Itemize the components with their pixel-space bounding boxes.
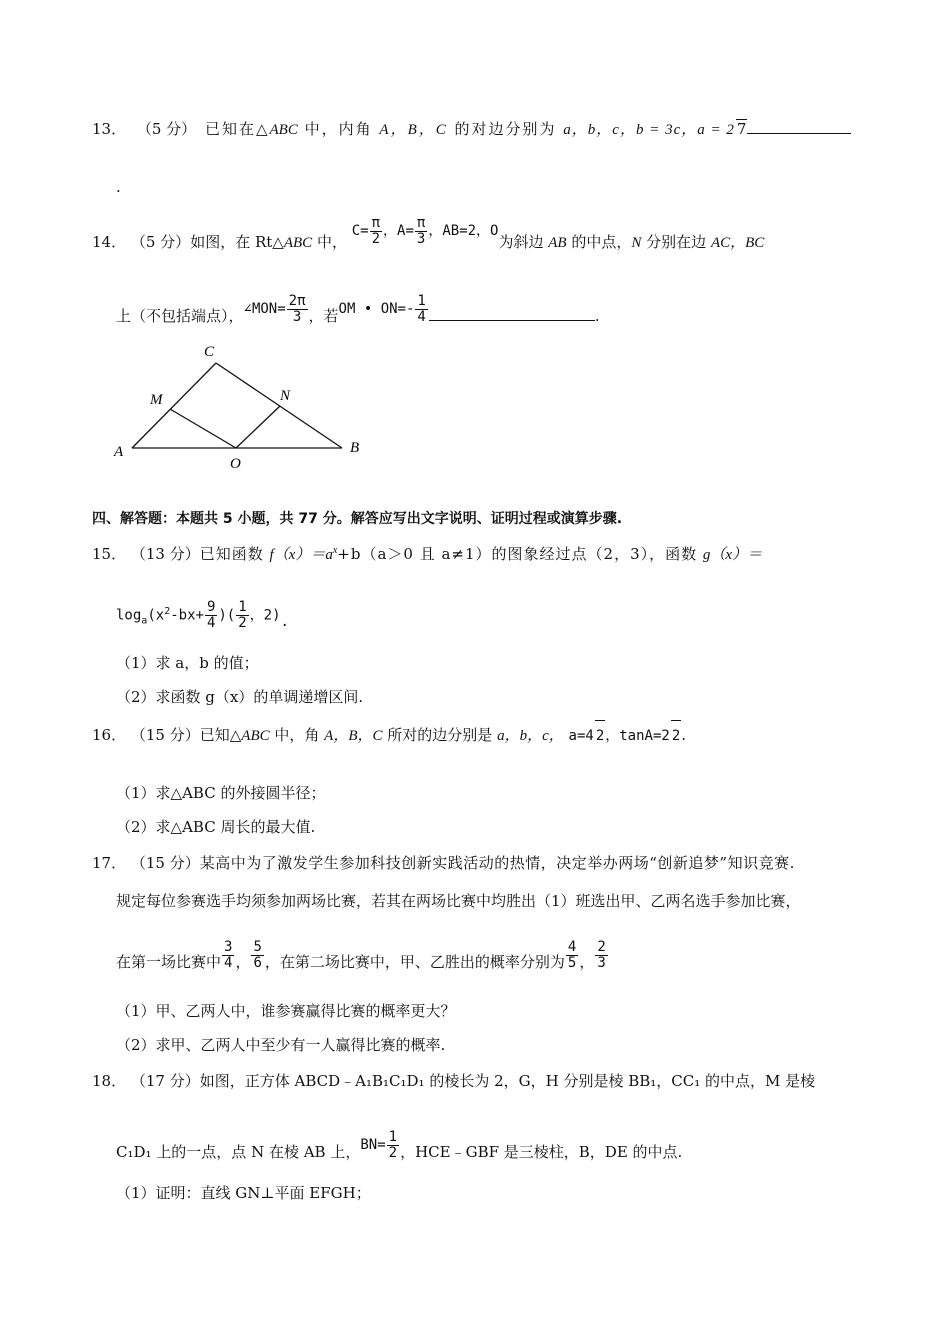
- q13-vars: A，B，C: [379, 122, 448, 138]
- q15-interval-close: ，2): [249, 607, 281, 624]
- q14-dot-label: OM • ON=-: [338, 301, 415, 317]
- q14-abc: ABC: [283, 235, 313, 251]
- q15-formula: [116, 592, 289, 641]
- q14-figure: [100, 338, 380, 478]
- q16-vars: A，B，C: [324, 728, 383, 744]
- q17-line1-text: 某高中为了激发学生参加科技创新实践活动的热情，决定举办两场“创新追梦”知识竞赛.: [199, 854, 795, 872]
- q14-c-frac: $\frac{\pi}{2}$: [371, 214, 381, 247]
- q16-line1: [92, 720, 686, 751]
- q15-log-rest: -bx+: [170, 607, 204, 624]
- q15-x-sup: x: [332, 545, 338, 556]
- q15-sq: 2: [164, 606, 171, 617]
- figure-label-b: B: [350, 440, 360, 456]
- q17-line3-b: ，在第二场比赛中，甲、乙胜出的概率分别为: [264, 953, 565, 971]
- q17-score: （15 分）: [130, 854, 200, 872]
- q16-text-b: 中，角: [269, 726, 325, 744]
- q16-text-a: 已知△: [199, 726, 242, 744]
- q15-end: .: [280, 613, 289, 630]
- q13-score: （5 分）: [136, 120, 197, 138]
- q13-end: .: [116, 178, 121, 196]
- q16-tan-sqrt: 2: [671, 720, 681, 751]
- q14-ab: AB: [548, 235, 567, 251]
- q13-answer-blank[interactable]: [747, 133, 851, 134]
- q16-text-c: 所对的边分别是: [382, 726, 498, 744]
- q14-answer-blank[interactable]: [429, 320, 595, 321]
- q15-part2: （2）求函数 g（x）的单调递增区间.: [116, 688, 364, 706]
- q15-frac-94: $\frac{9}{4}$: [206, 599, 216, 632]
- q15-interval-open: )(: [218, 607, 236, 624]
- q15-line1: [92, 543, 762, 564]
- q14-n: N: [631, 235, 642, 251]
- q13-text-mid: 中，内角: [297, 120, 380, 138]
- q14-text-c: 为斜边: [498, 233, 549, 251]
- q13-abc: ABC: [269, 122, 298, 138]
- q16-number: 16．: [92, 726, 127, 744]
- q14-number: 14．: [92, 233, 127, 251]
- figure-edge-ac: [132, 363, 216, 448]
- figure-label-n: N: [280, 388, 291, 404]
- q14-sides: AC，BC: [710, 235, 765, 251]
- q14-c-label: C=: [351, 223, 369, 239]
- q14-score: （5 分）: [130, 233, 191, 251]
- q18-bn-label: BN=: [360, 1137, 386, 1153]
- q16-abc: ABC: [241, 728, 270, 744]
- figure-segment-om: [170, 409, 236, 448]
- q17-part2: （2）求甲、乙两人中至少有一人赢得比赛的概率.: [116, 1036, 446, 1054]
- q15-log: log: [116, 607, 142, 624]
- q16-a-sqrt: 2: [595, 720, 605, 751]
- q17-p4-frac: $\frac{2}{3}$: [597, 938, 606, 971]
- q13-sqrt: 7: [736, 120, 747, 138]
- q14-line1: [92, 214, 765, 263]
- q17-number: 17．: [92, 854, 127, 872]
- q14-text-b: 中，: [312, 233, 347, 251]
- q18-bn-frac: $\frac{1}{2}$: [388, 1128, 398, 1161]
- q17-p1-frac: $\frac{3}{4}$: [224, 938, 233, 971]
- q15-frac-12: $\frac{1}{2}$: [238, 599, 247, 632]
- figure-segment-on: [236, 406, 280, 448]
- q13-line: [92, 118, 851, 139]
- q15-number: 15．: [92, 545, 127, 563]
- section4-title: 四、解答题：本题共 5 小题，共 77 分。解答应写出文字说明、证明过程或演算步骤.: [92, 511, 623, 527]
- q16-score: （15 分）: [130, 726, 200, 744]
- q15-fx: f（x）＝a: [269, 547, 333, 563]
- q16-end: .: [681, 726, 687, 744]
- q15-score: （13 分）: [130, 545, 200, 563]
- q15-log-arg: (x: [147, 607, 165, 624]
- figure-edge-cb: [216, 363, 342, 448]
- q17-p2-frac: $\frac{5}{6}$: [253, 938, 262, 971]
- q16-tan-eq: ，tanA=2: [605, 728, 670, 744]
- q14-angle-label: ∠MON=: [243, 301, 286, 317]
- q14-angle-frac: $\frac{2\pi}{3}$: [288, 292, 306, 325]
- q14-line2: [116, 288, 600, 329]
- figure-label-c: C: [204, 344, 215, 360]
- q14-a-frac: $\frac{\pi}{3}$: [416, 214, 426, 247]
- q18-line1: [92, 1070, 815, 1091]
- figure-label-m: M: [150, 392, 163, 408]
- q14-if-text: ，若: [308, 307, 339, 325]
- q14-text-d: 的中点，: [566, 233, 632, 251]
- q17-line2: 规定每位参赛选手均须参加两场比赛，若其在两场比赛中均胜出（1）班选出甲、乙两名选手参加比赛，: [116, 892, 801, 910]
- q15-text-a: 已知函数: [199, 545, 270, 563]
- q16-a-eq: a=4: [568, 728, 594, 744]
- q18-line1-text: 如图，正方体 ABCD﹣A₁B₁C₁D₁ 的棱长为 2，G，H 分别是棱 BB₁，CC₁ 的中点，M 是棱: [199, 1072, 816, 1090]
- q15-part1: （1）求 a，b 的值；: [116, 654, 259, 672]
- q18-line2: [116, 1124, 682, 1165]
- figure-label-a: A: [114, 444, 124, 460]
- q17-line3: [116, 934, 609, 974]
- q17-part1: （1）甲、乙两人中，谁参赛赢得比赛的概率更大？: [116, 1002, 456, 1020]
- q14-dot-frac: $\frac{1}{4}$: [417, 292, 426, 325]
- q14-ab-label: ，AB=2，O: [428, 223, 499, 239]
- q17-comma: ，: [235, 953, 251, 971]
- q17-line1: [92, 852, 795, 873]
- q14-end: .: [594, 307, 600, 325]
- q15-gx: g（x）＝: [702, 547, 763, 563]
- q13-sides: a，b，c，b = 3c，a = 2: [563, 122, 735, 138]
- q18-score: （17 分）: [130, 1072, 200, 1090]
- q16-part2: （2）求△ABC 周长的最大值.: [116, 818, 316, 836]
- q16-sides: a，b，c，: [497, 728, 564, 744]
- q17-line3-a: 在第一场比赛中: [116, 953, 222, 971]
- q14-line2-a: 上（不包括端点），: [116, 307, 244, 325]
- q14-a-label: ，A=: [383, 223, 414, 239]
- q13-text-sides: 的对边分别为: [447, 120, 564, 138]
- q16-part1: （1）求△ABC 的外接圆半径；: [116, 784, 326, 802]
- q15-text-b: +b（a＞0 且 a≠1）的图象经过点（2，3），函数: [337, 545, 703, 563]
- q18-number: 18．: [92, 1072, 127, 1090]
- q18-part1: （1）证明：直线 GN⊥平面 EFGH；: [116, 1184, 371, 1202]
- q18-line2-b: ，HCE﹣GBF 是三棱柱，B，DE 的中点.: [400, 1143, 683, 1161]
- q18-line2-a: C₁D₁ 上的一点，点 N 在棱 AB 上，: [116, 1143, 361, 1161]
- figure-label-o: O: [230, 456, 241, 472]
- q17-p3-frac: $\frac{4}{5}$: [567, 938, 577, 971]
- q14-text-a: 如图，在 Rt△: [190, 233, 284, 251]
- q15-log-sub: a: [141, 615, 148, 627]
- q13-number: 13．: [92, 120, 127, 138]
- q17-comma-2: ，: [579, 953, 595, 971]
- q14-text-e: 分别在边: [641, 233, 711, 251]
- q13-text-prefix: 已知在△: [204, 120, 270, 138]
